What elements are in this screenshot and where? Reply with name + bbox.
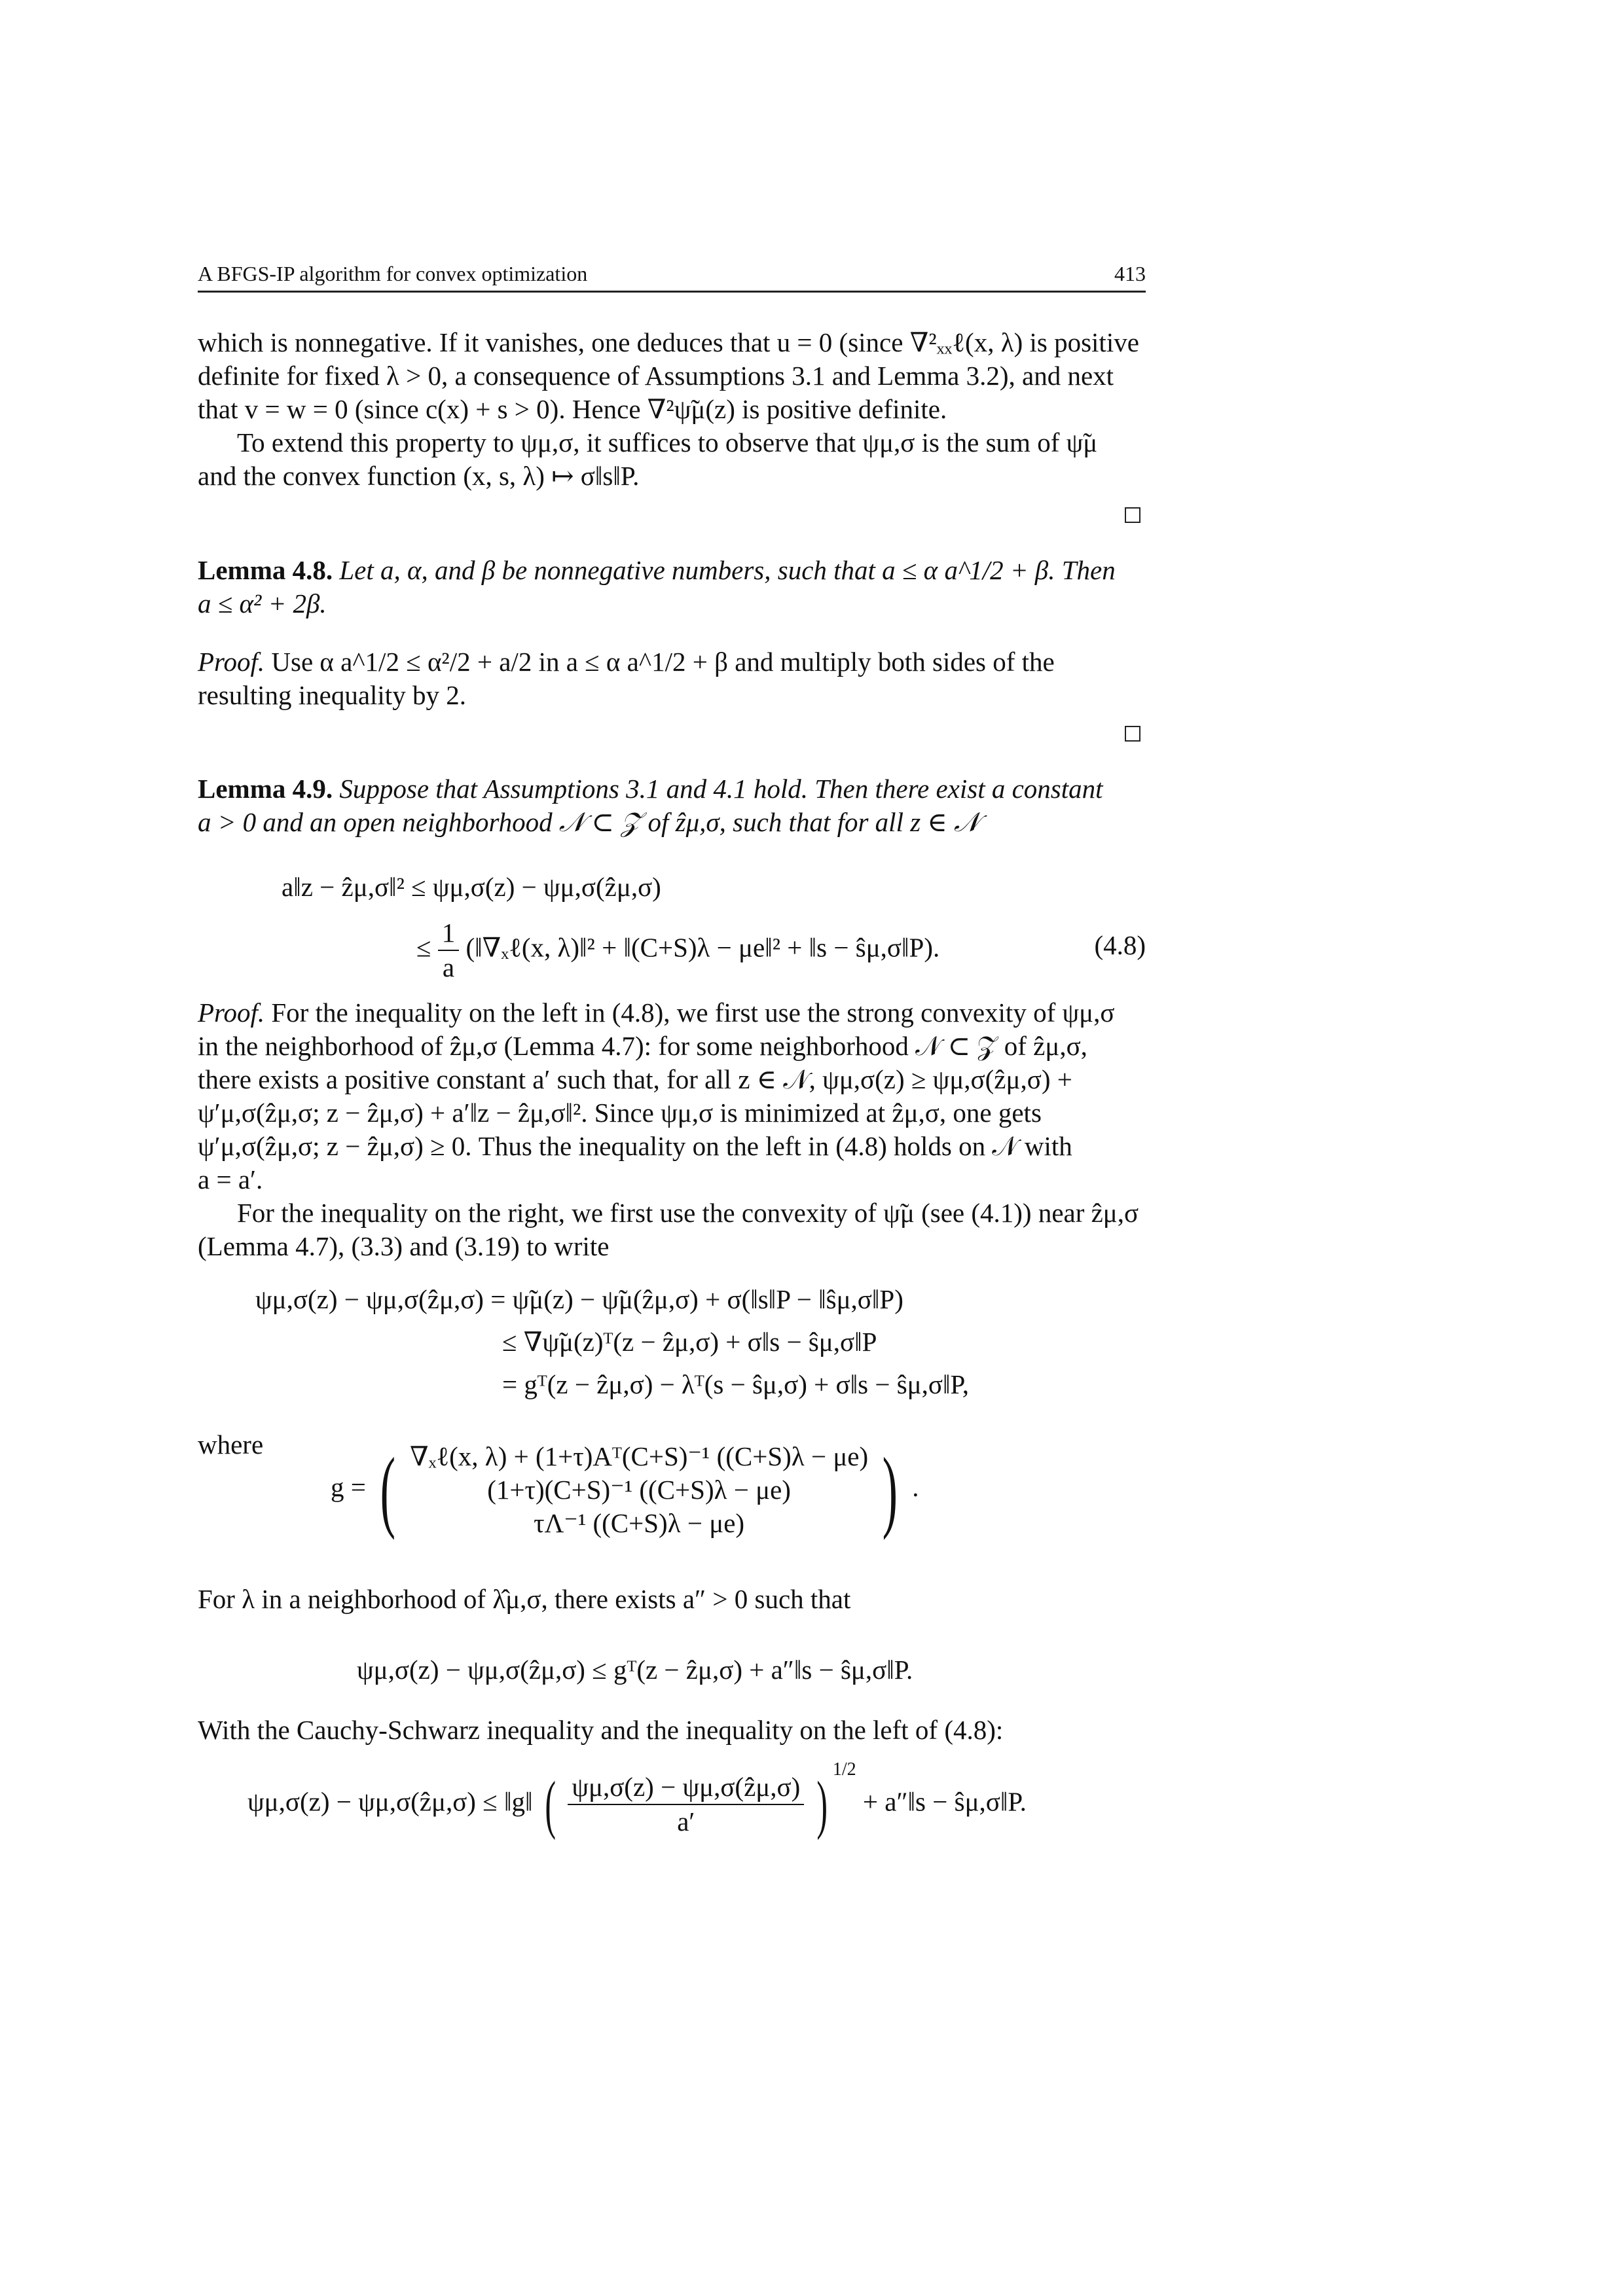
fraction [568,1770,804,1839]
lemma-statement: Suppose that Assumptions 3.1 and 4.1 hold. Then there exist a constant [339,774,1103,804]
paragraph-extend-property [198,426,1146,493]
paragraph-positive-definite [198,326,1146,426]
running-title: A BFGS-IP algorithm for convex optimization [198,262,588,285]
fraction-numerator: ψμ,σ(z) − ψμ,σ(ẑμ,σ) [568,1770,804,1805]
lemma-statement-cont: a ≤ α² + 2β. [198,588,327,619]
g-lhs: g = [331,1471,366,1502]
text-line: definite for fixed λ > 0, a consequence of Assumptions 3.1 and Lemma 3.2), and next [198,361,1114,391]
paragraph-neighborhood: For λ in a neighborhood of λ̂μ,σ, there exists a″ > 0 such that [198,1584,851,1614]
equation-final [247,1759,1027,1840]
exponent: 1/2 [832,1759,856,1780]
where-label: where [198,1429,264,1460]
equation-4-8-line2 [416,916,939,984]
equation-chain-line2: ≤ ∇ψ̃μ(z)ᵀ(z − ẑμ,σ) + σ‖s − ŝμ,σ‖P [502,1327,877,1357]
lemma-statement: Let a, α, and β be nonnegative numbers, such that a ≤ α a^1/2 + β. Then [339,555,1116,585]
proof-label: Proof. [198,997,265,1028]
qed-box [1125,507,1140,523]
fraction-denominator: a [442,952,455,982]
left-paren: ( [545,1768,556,1840]
text-line: and the convex function (x, s, λ) ↦ σ‖s‖P. [198,461,640,491]
g-row: (1+τ)(C+S)⁻¹ ((C+S)λ − μe) [487,1475,791,1505]
text-line: a = a′. [198,1164,263,1194]
text-line: that v = w = 0 (since c(x) + s > 0). Hence ∇²ψ̃μ(z) is positive definite. [198,394,947,424]
text-line: ψ′μ,σ(ẑμ,σ; z − ẑμ,σ) ≥ 0. Thus the inequality on the left in (4.8) holds on 𝒩 with [198,1131,1072,1161]
text-line: there exists a positive constant a′ such that, for all z ∈ 𝒩, ψμ,σ(z) ≥ ψμ,σ(ẑμ,σ) + [198,1064,1072,1094]
trailing-period: . [912,1471,919,1502]
final-lhs: ψμ,σ(z) − ψμ,σ(ẑμ,σ) ≤ ‖g‖ [247,1786,533,1817]
proof-text-cont: resulting inequality by 2. [198,680,466,710]
proof-text: Use α a^1/2 ≤ α²/2 + a/2 in a ≤ α a^1/2 + β and multiply both sides of the [271,647,1055,677]
proof-label: Proof. [198,647,265,677]
equation-bound: ψμ,σ(z) − ψμ,σ(ẑμ,σ) ≤ gᵀ(z − ẑμ,σ) + a″‖s − ŝμ,σ‖P. [357,1655,913,1685]
fraction [438,916,460,984]
running-header [198,257,1146,293]
equation-4-8-line1: a‖z − ẑμ,σ‖² ≤ ψμ,σ(z) − ψμ,σ(ẑμ,σ) [282,872,661,902]
g-vector [410,1440,868,1540]
fraction-numerator: 1 [438,916,460,951]
equation-body: (‖∇ₓℓ(x, λ)‖² + ‖(C+S)λ − μe‖² + ‖s − ŝμ,σ‖P). [465,932,940,963]
right-paren: ) [816,1768,828,1840]
g-definition [331,1440,919,1540]
equation-number: (4.8) [1094,930,1146,960]
fraction-denominator: a′ [677,1806,695,1837]
proof-4-8 [198,645,1146,712]
qed-box [1125,726,1140,742]
page-number: 413 [1114,262,1146,285]
text-line: To extend this property to ψμ,σ, it suffices to observe that ψμ,σ is the sum of ψ̃μ [237,427,1098,457]
lemma-4-8 [198,554,1146,620]
text-line: ψ′μ,σ(ẑμ,σ; z − ẑμ,σ) + a′‖z − ẑμ,σ‖². Since ψμ,σ is minimized at ẑμ,σ, one gets [198,1098,1042,1128]
lemma-4-9 [198,772,1146,839]
proof-text: For the inequality on the left in (4.8), we first use the strong convexity of ψμ,σ [271,997,1115,1028]
final-rhs: + a″‖s − ŝμ,σ‖P. [862,1786,1027,1817]
text-line: in the neighborhood of ẑμ,σ (Lemma 4.7): for some neighborhood 𝒩 ⊂ 𝒵 of ẑμ,σ, [198,1031,1087,1061]
lemma-statement-cont: a > 0 and an open neighborhood 𝒩 ⊂ 𝒵 of ẑμ,σ, such that for all z ∈ 𝒩 [198,807,980,837]
right-paren: ) [883,1439,898,1541]
paragraph-cauchy-schwarz: With the Cauchy-Schwarz inequality and the inequality on the left of (4.8): [198,1715,1004,1745]
text-line: which is nonnegative. If it vanishes, one deduces that u = 0 (since ∇²ₓₓℓ(x, λ) is positive [198,327,1139,357]
g-row: ∇ₓℓ(x, λ) + (1+τ)Aᵀ(C+S)⁻¹ ((C+S)λ − μe) [410,1441,869,1471]
text-line: (Lemma 4.7), (3.3) and (3.19) to write [198,1231,610,1261]
left-paren: ( [380,1439,396,1541]
lemma-label: Lemma 4.8. [198,555,333,585]
lemma-label: Lemma 4.9. [198,774,333,804]
text-line: For the inequality on the right, we first use the convexity of ψ̃μ (see (4.1)) near ẑμ,σ [237,1198,1139,1228]
equation-chain-line1: ψμ,σ(z) − ψμ,σ(ẑμ,σ) = ψ̃μ(z) − ψ̃μ(ẑμ,σ) + σ(‖s‖P − ‖ŝμ,σ‖P) [255,1284,903,1314]
equation-chain-line3: = gᵀ(z − ẑμ,σ) − λᵀ(s − ŝμ,σ) + σ‖s − ŝμ,σ‖P, [502,1369,970,1399]
proof-4-9 [198,996,1146,1263]
g-row: τΛ⁻¹ ((C+S)λ − μe) [534,1508,745,1538]
leq-sign: ≤ [416,932,431,963]
